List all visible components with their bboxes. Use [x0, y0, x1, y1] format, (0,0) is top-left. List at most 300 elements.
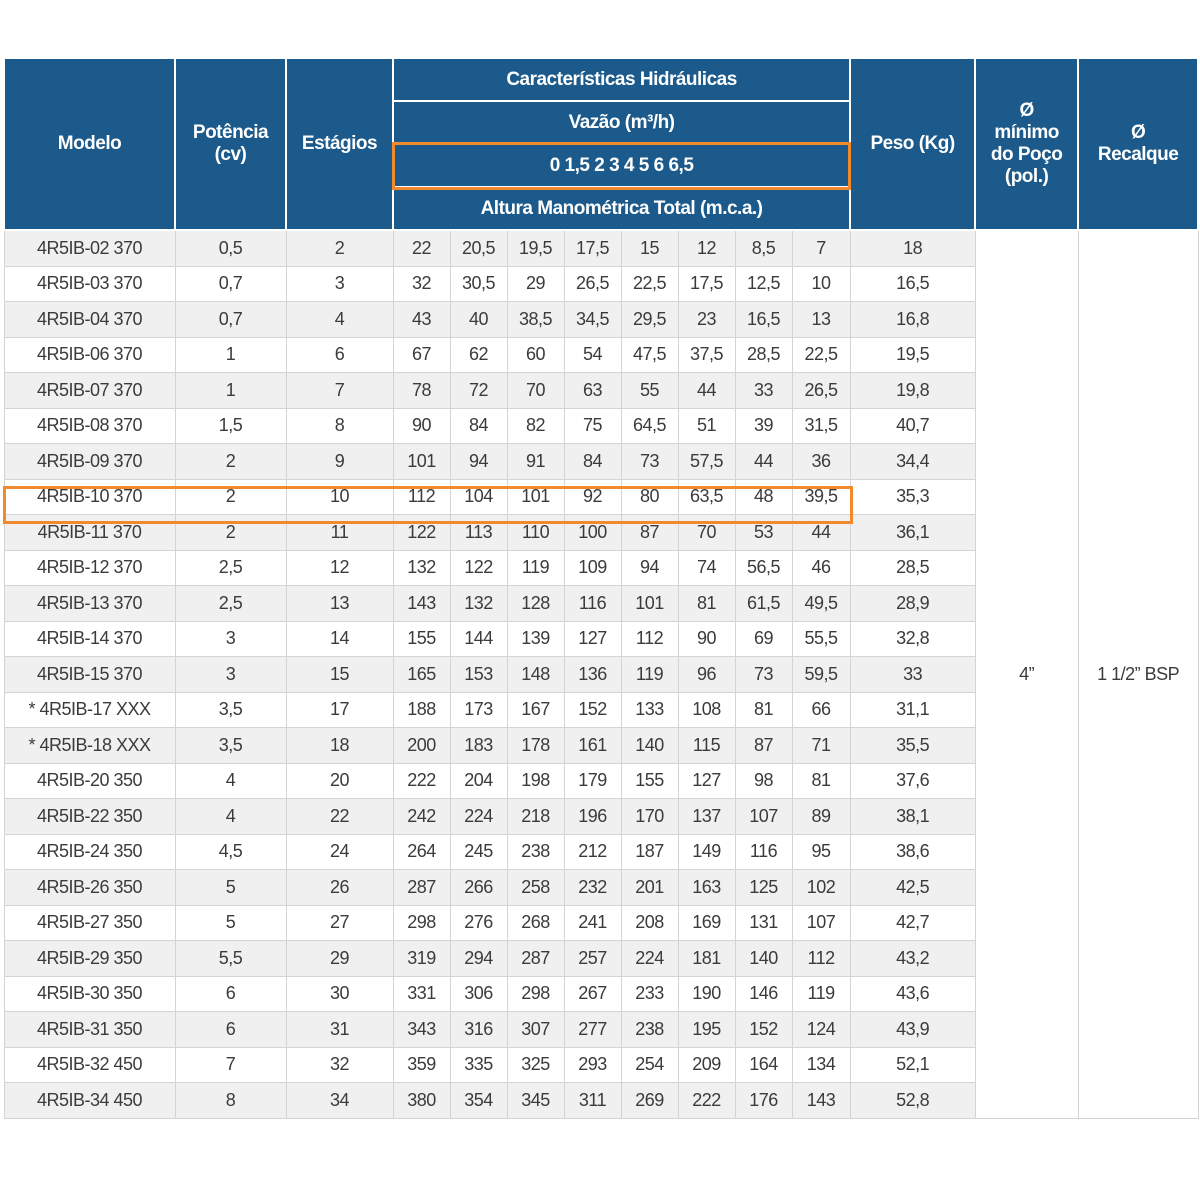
cell-altura: 16,5: [735, 302, 792, 338]
cell-altura: 133: [621, 692, 678, 728]
cell-altura: 293: [564, 1047, 621, 1083]
cell-altura: 107: [792, 905, 850, 941]
cell-altura: 149: [678, 834, 735, 870]
cell-altura: 43: [393, 302, 450, 338]
cell-altura: 87: [621, 515, 678, 551]
header-peso: Peso (Kg): [850, 58, 975, 230]
cell-altura: 96: [678, 657, 735, 693]
cell-potencia: 7: [175, 1047, 286, 1083]
cell-estagios: 34: [286, 1083, 393, 1119]
cell-peso: 28,9: [850, 586, 975, 622]
cell-altura: 74: [678, 550, 735, 586]
cell-altura: 155: [621, 763, 678, 799]
cell-altura: 170: [621, 799, 678, 835]
cell-estagios: 9: [286, 444, 393, 480]
header-caracteristicas-hidraulicas: Características Hidráulicas: [393, 58, 850, 101]
cell-peso: 35,3: [850, 479, 975, 515]
cell-altura: 298: [393, 905, 450, 941]
cell-peso: 19,8: [850, 373, 975, 409]
cell-altura: 146: [735, 976, 792, 1012]
cell-altura: 153: [450, 657, 507, 693]
cell-altura: 224: [621, 941, 678, 977]
cell-altura: 245: [450, 834, 507, 870]
cell-estagios: 32: [286, 1047, 393, 1083]
cell-altura: 178: [507, 728, 564, 764]
cell-altura: 29: [507, 266, 564, 302]
cell-altura: 61,5: [735, 586, 792, 622]
cell-altura: 380: [393, 1083, 450, 1119]
cell-diametro-recalque: 1 1/2” BSP: [1078, 230, 1198, 1118]
cell-altura: 131: [735, 905, 792, 941]
cell-altura: 132: [450, 586, 507, 622]
cell-modelo: 4R5IB-14 370: [4, 621, 175, 657]
cell-altura: 108: [678, 692, 735, 728]
cell-potencia: 2,5: [175, 586, 286, 622]
cell-altura: 325: [507, 1047, 564, 1083]
cell-altura: 72: [450, 373, 507, 409]
cell-altura: 116: [735, 834, 792, 870]
cell-modelo: 4R5IB-32 450: [4, 1047, 175, 1083]
cell-altura: 224: [450, 799, 507, 835]
cell-altura: 87: [735, 728, 792, 764]
cell-altura: 319: [393, 941, 450, 977]
cell-altura: 238: [621, 1012, 678, 1048]
cell-altura: 23: [678, 302, 735, 338]
cell-altura: 212: [564, 834, 621, 870]
cell-altura: 81: [735, 692, 792, 728]
cell-modelo: 4R5IB-11 370: [4, 515, 175, 551]
cell-peso: 36,1: [850, 515, 975, 551]
cell-altura: 331: [393, 976, 450, 1012]
cell-altura: 100: [564, 515, 621, 551]
cell-altura: 112: [393, 479, 450, 515]
cell-altura: 107: [735, 799, 792, 835]
cell-altura: 316: [450, 1012, 507, 1048]
header-altura-manometrica: Altura Manométrica Total (m.c.a.): [393, 187, 850, 230]
cell-altura: 48: [735, 479, 792, 515]
table-header: [4, 58, 1198, 230]
cell-altura: 152: [564, 692, 621, 728]
cell-altura: 53: [735, 515, 792, 551]
cell-altura: 38,5: [507, 302, 564, 338]
cell-altura: 90: [393, 408, 450, 444]
cell-modelo: 4R5IB-15 370: [4, 657, 175, 693]
cell-altura: 264: [393, 834, 450, 870]
cell-altura: 335: [450, 1047, 507, 1083]
cell-potencia: 2,5: [175, 550, 286, 586]
cell-altura: 188: [393, 692, 450, 728]
cell-altura: 63,5: [678, 479, 735, 515]
cell-potencia: 3,5: [175, 692, 286, 728]
header-vazao: Vazão (m³/h): [393, 101, 850, 144]
cell-altura: 104: [450, 479, 507, 515]
cell-altura: 12,5: [735, 266, 792, 302]
cell-altura: 49,5: [792, 586, 850, 622]
cell-altura: 183: [450, 728, 507, 764]
cell-altura: 208: [621, 905, 678, 941]
cell-modelo: 4R5IB-03 370: [4, 266, 175, 302]
cell-altura: 112: [621, 621, 678, 657]
cell-potencia: 1,5: [175, 408, 286, 444]
cell-altura: 51: [678, 408, 735, 444]
cell-peso: 33: [850, 657, 975, 693]
cell-altura: 201: [621, 870, 678, 906]
cell-altura: 119: [507, 550, 564, 586]
cell-altura: 44: [735, 444, 792, 480]
cell-potencia: 3: [175, 657, 286, 693]
cell-altura: 287: [507, 941, 564, 977]
cell-altura: 169: [678, 905, 735, 941]
cell-altura: 26,5: [564, 266, 621, 302]
cell-potencia: 5: [175, 870, 286, 906]
cell-peso: 16,8: [850, 302, 975, 338]
cell-modelo: 4R5IB-20 350: [4, 763, 175, 799]
cell-estagios: 12: [286, 550, 393, 586]
cell-altura: 47,5: [621, 337, 678, 373]
cell-altura: 20,5: [450, 230, 507, 266]
cell-estagios: 13: [286, 586, 393, 622]
cell-modelo: * 4R5IB-17 XXX: [4, 692, 175, 728]
cell-altura: 119: [621, 657, 678, 693]
cell-altura: 232: [564, 870, 621, 906]
header-vazao-values: 0 1,5 2 3 4 5 6 6,5: [393, 144, 850, 187]
cell-altura: 143: [792, 1083, 850, 1119]
cell-altura: 110: [507, 515, 564, 551]
cell-altura: 257: [564, 941, 621, 977]
cell-potencia: 8: [175, 1083, 286, 1119]
cell-altura: 109: [564, 550, 621, 586]
cell-altura: 36: [792, 444, 850, 480]
cell-potencia: 3: [175, 621, 286, 657]
cell-altura: 122: [393, 515, 450, 551]
cell-altura: 132: [393, 550, 450, 586]
cell-altura: 277: [564, 1012, 621, 1048]
cell-altura: 136: [564, 657, 621, 693]
cell-peso: 38,1: [850, 799, 975, 835]
cell-estagios: 26: [286, 870, 393, 906]
cell-altura: 276: [450, 905, 507, 941]
cell-altura: 81: [792, 763, 850, 799]
cell-altura: 119: [792, 976, 850, 1012]
cell-potencia: 6: [175, 976, 286, 1012]
cell-peso: 38,6: [850, 834, 975, 870]
cell-potencia: 1: [175, 337, 286, 373]
cell-estagios: 15: [286, 657, 393, 693]
cell-altura: 13: [792, 302, 850, 338]
cell-altura: 195: [678, 1012, 735, 1048]
cell-altura: 102: [792, 870, 850, 906]
cell-altura: 95: [792, 834, 850, 870]
cell-estagios: 4: [286, 302, 393, 338]
cell-altura: 134: [792, 1047, 850, 1083]
cell-altura: 307: [507, 1012, 564, 1048]
cell-altura: 113: [450, 515, 507, 551]
cell-altura: 124: [792, 1012, 850, 1048]
cell-estagios: 8: [286, 408, 393, 444]
cell-altura: 57,5: [678, 444, 735, 480]
cell-altura: 7: [792, 230, 850, 266]
cell-estagios: 31: [286, 1012, 393, 1048]
cell-altura: 37,5: [678, 337, 735, 373]
cell-estagios: 29: [286, 941, 393, 977]
cell-estagios: 30: [286, 976, 393, 1012]
cell-altura: 92: [564, 479, 621, 515]
cell-modelo: 4R5IB-06 370: [4, 337, 175, 373]
cell-altura: 115: [678, 728, 735, 764]
cell-potencia: 2: [175, 479, 286, 515]
cell-peso: 28,5: [850, 550, 975, 586]
cell-altura: 359: [393, 1047, 450, 1083]
cell-modelo: 4R5IB-26 350: [4, 870, 175, 906]
cell-altura: 200: [393, 728, 450, 764]
cell-altura: 140: [735, 941, 792, 977]
cell-altura: 294: [450, 941, 507, 977]
cell-altura: 32: [393, 266, 450, 302]
cell-altura: 143: [393, 586, 450, 622]
cell-altura: 241: [564, 905, 621, 941]
cell-altura: 69: [735, 621, 792, 657]
cell-altura: 266: [450, 870, 507, 906]
cell-altura: 152: [735, 1012, 792, 1048]
cell-altura: 222: [393, 763, 450, 799]
cell-altura: 112: [792, 941, 850, 977]
cell-altura: 84: [564, 444, 621, 480]
cell-modelo: 4R5IB-22 350: [4, 799, 175, 835]
cell-altura: 15: [621, 230, 678, 266]
cell-altura: 33: [735, 373, 792, 409]
cell-altura: 17,5: [678, 266, 735, 302]
pump-spec-table: [3, 57, 1199, 1119]
cell-modelo: 4R5IB-24 350: [4, 834, 175, 870]
cell-potencia: 5,5: [175, 941, 286, 977]
cell-peso: 18: [850, 230, 975, 266]
cell-altura: 90: [678, 621, 735, 657]
cell-estagios: 27: [286, 905, 393, 941]
cell-altura: 12: [678, 230, 735, 266]
cell-altura: 101: [393, 444, 450, 480]
cell-altura: 59,5: [792, 657, 850, 693]
cell-altura: 46: [792, 550, 850, 586]
cell-peso: 52,1: [850, 1047, 975, 1083]
header-estagios: Estágios: [286, 58, 393, 230]
header-diametro-poco: Ø mínimo do Poço (pol.): [975, 58, 1078, 230]
cell-altura: 198: [507, 763, 564, 799]
cell-peso: 40,7: [850, 408, 975, 444]
cell-peso: 43,2: [850, 941, 975, 977]
cell-peso: 42,5: [850, 870, 975, 906]
cell-altura: 22,5: [621, 266, 678, 302]
cell-altura: 167: [507, 692, 564, 728]
cell-altura: 64,5: [621, 408, 678, 444]
cell-altura: 222: [678, 1083, 735, 1119]
cell-altura: 28,5: [735, 337, 792, 373]
cell-estagios: 14: [286, 621, 393, 657]
cell-altura: 345: [507, 1083, 564, 1119]
cell-altura: 82: [507, 408, 564, 444]
cell-altura: 73: [735, 657, 792, 693]
cell-altura: 101: [507, 479, 564, 515]
cell-altura: 128: [507, 586, 564, 622]
cell-potencia: 0,7: [175, 302, 286, 338]
cell-altura: 209: [678, 1047, 735, 1083]
cell-estagios: 6: [286, 337, 393, 373]
cell-altura: 287: [393, 870, 450, 906]
cell-altura: 63: [564, 373, 621, 409]
cell-altura: 39,5: [792, 479, 850, 515]
cell-modelo: 4R5IB-30 350: [4, 976, 175, 1012]
cell-estagios: 7: [286, 373, 393, 409]
cell-altura: 137: [678, 799, 735, 835]
cell-altura: 44: [792, 515, 850, 551]
cell-modelo: 4R5IB-10 370: [4, 479, 175, 515]
cell-estagios: 10: [286, 479, 393, 515]
cell-modelo: 4R5IB-02 370: [4, 230, 175, 266]
cell-peso: 52,8: [850, 1083, 975, 1119]
cell-modelo: 4R5IB-27 350: [4, 905, 175, 941]
cell-peso: 43,6: [850, 976, 975, 1012]
cell-altura: 187: [621, 834, 678, 870]
cell-altura: 343: [393, 1012, 450, 1048]
cell-altura: 22: [393, 230, 450, 266]
cell-potencia: 5: [175, 905, 286, 941]
cell-altura: 268: [507, 905, 564, 941]
cell-altura: 139: [507, 621, 564, 657]
cell-altura: 67: [393, 337, 450, 373]
cell-modelo: 4R5IB-12 370: [4, 550, 175, 586]
cell-peso: 42,7: [850, 905, 975, 941]
cell-altura: 269: [621, 1083, 678, 1119]
cell-altura: 148: [507, 657, 564, 693]
cell-altura: 8,5: [735, 230, 792, 266]
cell-altura: 179: [564, 763, 621, 799]
cell-altura: 62: [450, 337, 507, 373]
cell-altura: 101: [621, 586, 678, 622]
cell-potencia: 2: [175, 515, 286, 551]
cell-altura: 19,5: [507, 230, 564, 266]
cell-altura: 161: [564, 728, 621, 764]
cell-modelo: 4R5IB-34 450: [4, 1083, 175, 1119]
cell-altura: 44: [678, 373, 735, 409]
cell-altura: 75: [564, 408, 621, 444]
table-body: [4, 230, 1198, 1118]
cell-altura: 267: [564, 976, 621, 1012]
cell-altura: 176: [735, 1083, 792, 1119]
cell-estagios: 22: [286, 799, 393, 835]
cell-potencia: 4,5: [175, 834, 286, 870]
cell-altura: 60: [507, 337, 564, 373]
cell-potencia: 6: [175, 1012, 286, 1048]
cell-peso: 16,5: [850, 266, 975, 302]
cell-potencia: 1: [175, 373, 286, 409]
cell-altura: 218: [507, 799, 564, 835]
cell-altura: 116: [564, 586, 621, 622]
cell-peso: 37,6: [850, 763, 975, 799]
cell-altura: 311: [564, 1083, 621, 1119]
header-potencia: Potência (cv): [175, 58, 286, 230]
cell-altura: 30,5: [450, 266, 507, 302]
cell-modelo: 4R5IB-04 370: [4, 302, 175, 338]
cell-altura: 165: [393, 657, 450, 693]
cell-peso: 43,9: [850, 1012, 975, 1048]
cell-altura: 190: [678, 976, 735, 1012]
cell-altura: 204: [450, 763, 507, 799]
cell-modelo: * 4R5IB-18 XXX: [4, 728, 175, 764]
cell-potencia: 3,5: [175, 728, 286, 764]
cell-altura: 55: [621, 373, 678, 409]
cell-altura: 73: [621, 444, 678, 480]
cell-modelo: 4R5IB-31 350: [4, 1012, 175, 1048]
cell-altura: 354: [450, 1083, 507, 1119]
cell-modelo: 4R5IB-29 350: [4, 941, 175, 977]
cell-estagios: 18: [286, 728, 393, 764]
cell-altura: 125: [735, 870, 792, 906]
table-row: [4, 230, 1198, 266]
cell-altura: 66: [792, 692, 850, 728]
cell-peso: 31,1: [850, 692, 975, 728]
cell-altura: 55,5: [792, 621, 850, 657]
cell-altura: 78: [393, 373, 450, 409]
cell-altura: 71: [792, 728, 850, 764]
cell-estagios: 17: [286, 692, 393, 728]
cell-peso: 34,4: [850, 444, 975, 480]
cell-altura: 89: [792, 799, 850, 835]
cell-potencia: 4: [175, 799, 286, 835]
cell-altura: 238: [507, 834, 564, 870]
cell-altura: 34,5: [564, 302, 621, 338]
cell-altura: 122: [450, 550, 507, 586]
cell-estagios: 24: [286, 834, 393, 870]
cell-altura: 40: [450, 302, 507, 338]
cell-estagios: 11: [286, 515, 393, 551]
cell-altura: 26,5: [792, 373, 850, 409]
cell-estagios: 3: [286, 266, 393, 302]
cell-altura: 306: [450, 976, 507, 1012]
cell-altura: 29,5: [621, 302, 678, 338]
cell-altura: 70: [678, 515, 735, 551]
cell-estagios: 2: [286, 230, 393, 266]
cell-potencia: 4: [175, 763, 286, 799]
header-modelo: Modelo: [4, 58, 175, 230]
cell-altura: 163: [678, 870, 735, 906]
cell-altura: 84: [450, 408, 507, 444]
cell-modelo: 4R5IB-09 370: [4, 444, 175, 480]
cell-potencia: 2: [175, 444, 286, 480]
cell-altura: 242: [393, 799, 450, 835]
cell-altura: 258: [507, 870, 564, 906]
cell-altura: 56,5: [735, 550, 792, 586]
cell-altura: 22,5: [792, 337, 850, 373]
cell-altura: 181: [678, 941, 735, 977]
cell-altura: 298: [507, 976, 564, 1012]
cell-potencia: 0,5: [175, 230, 286, 266]
cell-altura: 91: [507, 444, 564, 480]
cell-altura: 54: [564, 337, 621, 373]
cell-altura: 127: [564, 621, 621, 657]
header-diametro-recalque: Ø Recalque: [1078, 58, 1198, 230]
cell-peso: 35,5: [850, 728, 975, 764]
cell-altura: 196: [564, 799, 621, 835]
cell-peso: 32,8: [850, 621, 975, 657]
cell-altura: 164: [735, 1047, 792, 1083]
cell-altura: 94: [450, 444, 507, 480]
cell-altura: 233: [621, 976, 678, 1012]
cell-altura: 144: [450, 621, 507, 657]
cell-altura: 31,5: [792, 408, 850, 444]
cell-altura: 10: [792, 266, 850, 302]
cell-altura: 94: [621, 550, 678, 586]
cell-modelo: 4R5IB-08 370: [4, 408, 175, 444]
cell-altura: 254: [621, 1047, 678, 1083]
